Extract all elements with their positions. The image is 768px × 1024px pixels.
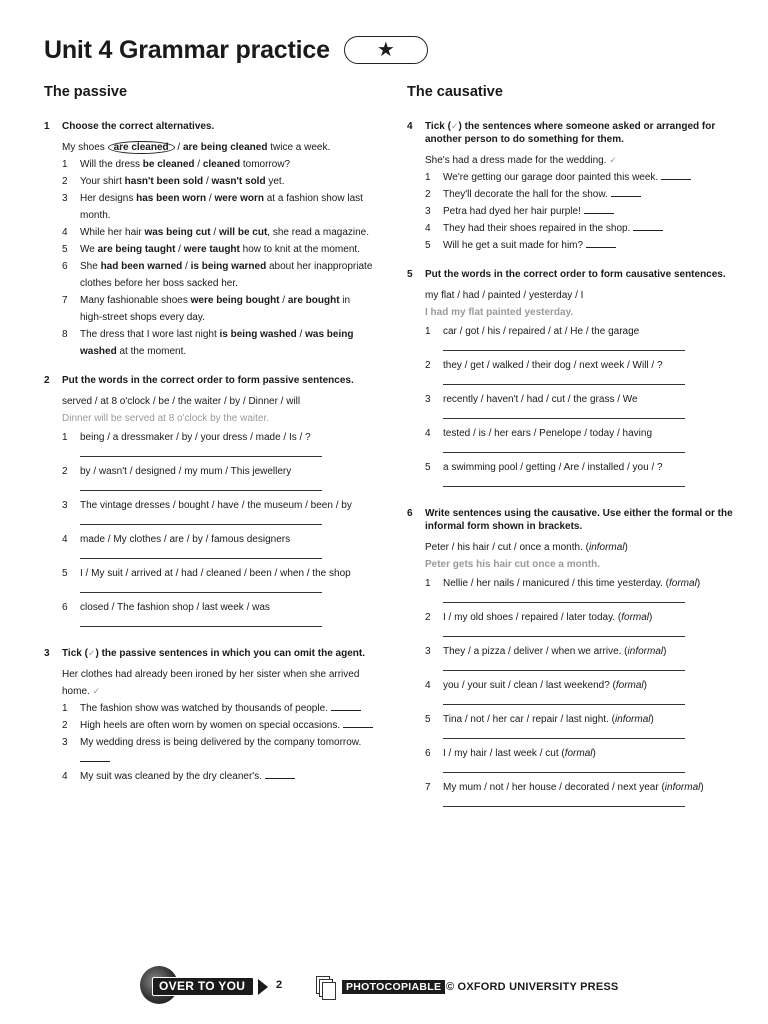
form-hint: informal xyxy=(664,782,701,793)
exercise-heading xyxy=(44,120,374,133)
answer-line[interactable] xyxy=(443,340,685,351)
item-number: 3 xyxy=(62,737,68,748)
example-text: Her clothes had already been ironed by her sister when she arrived home. xyxy=(62,669,360,697)
list-item xyxy=(44,156,374,173)
answer-line[interactable] xyxy=(443,476,685,487)
prompt-line xyxy=(443,748,596,759)
item-list xyxy=(44,156,374,360)
arrow-icon xyxy=(258,979,268,995)
example-prompt: my flat / had / painted / yesterday / I xyxy=(425,290,584,301)
item-text-part: Her designs xyxy=(80,193,137,204)
item-number: 4 xyxy=(62,534,68,545)
item-number: 6 xyxy=(62,261,68,272)
alternative: were worn xyxy=(214,193,264,204)
item-text-part: Many fashionable shoes xyxy=(80,295,191,306)
item-text xyxy=(443,677,737,711)
answer-line[interactable] xyxy=(443,626,685,637)
instruction-text: ) the passive sentences in which you can omit the agent. xyxy=(95,648,365,659)
list-item xyxy=(407,323,737,357)
item-number: 5 xyxy=(62,244,68,255)
item-text-part: tomorrow? xyxy=(240,159,291,170)
prompt-text: ) xyxy=(650,714,654,725)
answer-line[interactable] xyxy=(443,694,685,705)
section-title-passive: The passive xyxy=(44,84,128,100)
form-hint: informal xyxy=(614,714,651,725)
sentence-text: Petra had dyed her hair purple! xyxy=(443,206,581,217)
prompt-text: ) xyxy=(592,748,596,759)
example-sentence xyxy=(407,152,737,169)
prompt-text: a swimming pool / getting / Are / installed / you / ? xyxy=(443,462,663,473)
item-number: 4 xyxy=(62,771,68,782)
item-text xyxy=(80,768,374,785)
sentence-text: They'll decorate the hall for the show. xyxy=(443,189,608,200)
separator: / xyxy=(279,295,288,306)
section-title-causative: The causative xyxy=(407,84,503,100)
item-number: 2 xyxy=(425,189,431,200)
alternative: are being taught xyxy=(97,244,176,255)
answer-line[interactable] xyxy=(443,408,685,419)
example-answer: Dinner will be served at 8 o'clock by the waiter. xyxy=(62,413,270,424)
circled-answer: are cleaned xyxy=(108,141,175,154)
item-number: 1 xyxy=(62,159,68,170)
answer-blank[interactable] xyxy=(343,718,373,728)
publisher-credit: © OXFORD UNIVERSITY PRESS xyxy=(446,981,619,993)
item-number: 8 xyxy=(62,329,68,340)
answer-line[interactable] xyxy=(443,728,685,739)
alternative: is being washed xyxy=(219,329,297,340)
form-hint: informal xyxy=(627,646,664,657)
answer-line[interactable] xyxy=(80,446,322,457)
alternative: will be cut xyxy=(218,227,268,238)
list-item xyxy=(407,169,737,186)
item-text-part: at the moment. xyxy=(116,346,187,357)
exercise-3 xyxy=(44,647,374,785)
item-list xyxy=(44,700,374,785)
item-number: 3 xyxy=(425,394,431,405)
separator: / xyxy=(206,193,215,204)
item-text xyxy=(80,326,374,360)
example-text: ) xyxy=(624,542,628,553)
example-answer: I had my flat painted yesterday. xyxy=(425,307,574,318)
answer-blank[interactable] xyxy=(633,221,663,231)
answer-blank[interactable] xyxy=(331,701,361,711)
left-column xyxy=(44,84,374,799)
prompt-text: closed / The fashion shop / last week / was xyxy=(80,602,270,613)
list-item xyxy=(44,190,374,224)
list-item xyxy=(44,700,374,717)
item-list xyxy=(44,429,374,633)
separator: / xyxy=(210,227,219,238)
separator: / xyxy=(174,142,183,153)
item-number: 5 xyxy=(62,568,68,579)
list-item xyxy=(407,609,737,643)
page-title: Unit 4 Grammar practice xyxy=(44,35,330,64)
item-number: 2 xyxy=(62,176,68,187)
item-text xyxy=(443,237,737,254)
list-item xyxy=(44,241,374,258)
item-text xyxy=(80,717,374,734)
list-item xyxy=(44,326,374,360)
item-number: 5 xyxy=(425,714,431,725)
item-text xyxy=(80,258,374,292)
example-text: She's had a dress made for the wedding. xyxy=(425,155,607,166)
item-text xyxy=(80,241,374,258)
exercise-4 xyxy=(407,120,737,254)
answer-line[interactable] xyxy=(80,582,322,593)
prompt-text: recently / haven't / had / cut / the grass / We xyxy=(443,394,638,405)
item-text xyxy=(443,203,737,220)
prompt-text: made / My clothes / are / by / famous designers xyxy=(80,534,291,545)
list-item xyxy=(407,459,737,493)
list-item xyxy=(407,203,737,220)
sentence-text: The fashion show was watched by thousands of people. xyxy=(80,703,328,714)
list-item xyxy=(44,429,374,463)
alternative: had been warned xyxy=(100,261,183,272)
exercise-instruction: Choose the correct alternatives. xyxy=(62,121,215,132)
separator: / xyxy=(203,176,212,187)
answer-line[interactable] xyxy=(443,762,685,773)
series-logo: OVER TO YOU xyxy=(152,977,254,996)
page-number: 2 xyxy=(276,979,283,991)
exercise-instruction: Put the words in the correct order to form passive sentences. xyxy=(62,375,354,386)
exercise-instruction: Put the words in the correct order to form causative sentences. xyxy=(425,269,726,280)
item-text-part: , she read a magazine. xyxy=(267,227,370,238)
exercise-number: 4 xyxy=(407,121,413,132)
exercise-1 xyxy=(44,120,374,360)
item-number: 1 xyxy=(425,326,431,337)
list-item xyxy=(44,463,374,497)
prompt-line xyxy=(443,680,647,691)
star-icon: ★ xyxy=(376,39,395,61)
item-text xyxy=(443,323,737,357)
list-item xyxy=(44,224,374,241)
exercise-number: 6 xyxy=(407,508,413,519)
tick-icon: ✓ xyxy=(450,121,459,131)
alternative: was being washed xyxy=(80,329,354,357)
alternative: has been worn xyxy=(136,193,207,204)
prompt-text: ) xyxy=(643,680,648,691)
item-text xyxy=(80,700,374,717)
item-text xyxy=(80,463,374,497)
item-number: 4 xyxy=(425,223,431,234)
alternative: are bought xyxy=(287,295,340,306)
list-item xyxy=(407,575,737,609)
item-text-part: yet. xyxy=(265,176,285,187)
footer xyxy=(0,966,768,1006)
prompt-line xyxy=(443,646,666,657)
list-item xyxy=(44,292,374,326)
example-prompt xyxy=(407,539,737,556)
item-text xyxy=(443,459,737,493)
example-prompt: served / at 8 o'clock / be / the waiter / by / Dinner / will xyxy=(62,396,301,407)
item-number: 4 xyxy=(425,680,431,691)
answer-blank[interactable] xyxy=(265,769,295,779)
list-item xyxy=(407,186,737,203)
alternative: is being warned xyxy=(190,261,267,272)
tick-icon: ✓ xyxy=(609,155,617,165)
example-answer: Peter gets his hair cut once a month. xyxy=(425,559,601,570)
item-text xyxy=(443,169,737,186)
answer-line[interactable] xyxy=(443,442,685,453)
exercise-heading xyxy=(407,268,737,281)
list-item xyxy=(407,643,737,677)
answer-line[interactable] xyxy=(443,660,685,671)
item-text xyxy=(80,599,374,633)
prompt-text: car / got / his / repaired / at / He / the garage xyxy=(443,326,640,337)
item-text xyxy=(80,292,374,326)
item-number: 6 xyxy=(62,602,68,613)
prompt-text: I / My suit / arrived at / had / cleaned / been / when / the shop xyxy=(80,568,351,579)
item-number: 7 xyxy=(62,295,68,306)
alternative: cleaned xyxy=(202,159,241,170)
item-text-part: in high-street shops every day. xyxy=(80,295,351,323)
item-text xyxy=(443,711,737,745)
list-item xyxy=(44,173,374,190)
answer-line[interactable] xyxy=(443,592,685,603)
prompt-text: My mum / not / her house / decorated / next year ( xyxy=(443,782,665,793)
list-item xyxy=(44,565,374,599)
tick-icon: ✓ xyxy=(92,686,101,696)
alternative: were taught xyxy=(183,244,240,255)
prompt-text: by / wasn't / designed / my mum / This jewellery xyxy=(80,466,292,477)
item-text-part: at a fashion show last month. xyxy=(80,193,363,221)
list-item xyxy=(44,531,374,565)
form-hint: informal xyxy=(588,542,625,553)
sentence-text: Will he get a suit made for him? xyxy=(443,240,584,251)
header xyxy=(44,30,428,70)
list-item xyxy=(44,768,374,785)
example-sentence xyxy=(44,666,374,700)
instruction-text: ) the sentences where someone asked or arranged for another person to do something for them. xyxy=(425,121,716,145)
separator: / xyxy=(175,244,184,255)
item-text xyxy=(80,429,374,463)
form-hint: formal xyxy=(621,612,650,623)
prompt-text: Nellie / her nails / manicured / this time yesterday. ( xyxy=(443,578,670,589)
item-number: 3 xyxy=(425,646,431,657)
item-text xyxy=(443,391,737,425)
alternative: was being cut xyxy=(144,227,211,238)
prompt-text: ) xyxy=(700,782,704,793)
item-number: 1 xyxy=(425,578,431,589)
item-text xyxy=(80,156,374,173)
exercise-heading xyxy=(407,507,737,533)
right-column xyxy=(407,84,737,827)
item-list xyxy=(407,575,737,813)
item-text-part: The dress that I wore last night xyxy=(80,329,220,340)
item-text xyxy=(443,609,737,643)
exercise-heading xyxy=(44,374,374,387)
item-text xyxy=(80,224,374,241)
alternative: be cleaned xyxy=(142,159,195,170)
exercise-heading xyxy=(44,647,374,660)
form-hint: formal xyxy=(564,748,593,759)
example-text: twice a week. xyxy=(267,142,331,153)
exercise-number: 3 xyxy=(44,648,50,659)
photocopy-icon xyxy=(316,976,334,998)
list-item xyxy=(407,237,737,254)
exercise-number: 5 xyxy=(407,269,413,280)
instruction-text: Tick ( xyxy=(62,648,88,659)
sentence-text: We're getting our garage door painted this week. xyxy=(443,172,659,183)
list-item xyxy=(407,357,737,391)
item-text xyxy=(443,186,737,203)
item-text-part: While her hair xyxy=(80,227,145,238)
separator: / xyxy=(182,261,191,272)
prompt-line xyxy=(443,578,700,589)
example-text: Peter / his hair / cut / once a month. ( xyxy=(425,542,589,553)
prompt-text: they / get / walked / their dog / next week / Will / ? xyxy=(443,360,663,371)
prompt-line xyxy=(443,714,654,725)
item-text-part: how to knit at the moment. xyxy=(239,244,360,255)
item-text xyxy=(80,565,374,599)
item-text xyxy=(443,745,737,779)
alternative: are being cleaned xyxy=(182,142,268,153)
prompt-text: I / my old shoes / repaired / later today. ( xyxy=(443,612,622,623)
exercise-2 xyxy=(44,374,374,633)
item-text-part: Will the dress xyxy=(80,159,143,170)
prompt-text: Tina / not / her car / repair / last night. ( xyxy=(443,714,615,725)
item-number: 6 xyxy=(425,748,431,759)
answer-line[interactable] xyxy=(80,548,322,559)
item-number: 2 xyxy=(425,360,431,371)
item-text xyxy=(443,575,737,609)
answer-blank[interactable] xyxy=(611,187,641,197)
tick-icon: ✓ xyxy=(87,648,96,658)
item-number: 2 xyxy=(62,466,68,477)
alternative: hasn't been sold xyxy=(124,176,204,187)
exercise-instruction: Write sentences using the causative. Use either the formal or the informal form shown in brackets. xyxy=(425,508,733,532)
difficulty-badge xyxy=(344,36,428,64)
exercise-number: 1 xyxy=(44,121,50,132)
list-item xyxy=(44,497,374,531)
alternative: were being bought xyxy=(190,295,280,306)
example-text: My shoes xyxy=(62,142,108,153)
exercise-instruction xyxy=(425,120,737,146)
item-text-part: about her inappropriate clothes before her boss sacked her. xyxy=(80,261,373,289)
list-item xyxy=(44,734,374,768)
item-number: 2 xyxy=(62,720,68,731)
list-item xyxy=(44,599,374,633)
prompt-text: ) xyxy=(663,646,667,657)
item-list xyxy=(407,169,737,254)
item-text xyxy=(443,425,737,459)
prompt-text: I / my hair / last week / cut ( xyxy=(443,748,565,759)
item-number: 7 xyxy=(425,782,431,793)
answer-blank[interactable] xyxy=(80,752,110,762)
answer-blank[interactable] xyxy=(661,170,691,180)
exercise-instruction xyxy=(62,647,374,660)
separator: / xyxy=(194,159,203,170)
item-number: 2 xyxy=(425,612,431,623)
answer-line[interactable] xyxy=(443,796,685,807)
item-text xyxy=(80,734,374,768)
sentence-text: My wedding dress is being delivered by the company tomorrow. xyxy=(80,737,362,748)
list-item xyxy=(44,717,374,734)
item-number: 5 xyxy=(425,240,431,251)
item-text xyxy=(80,531,374,565)
form-hint: formal xyxy=(669,578,697,589)
sentence-text: My suit was cleaned by the dry cleaner's. xyxy=(80,771,262,782)
prompt-text: being / a dressmaker / by / your dress / made / Is / ? xyxy=(80,432,311,443)
item-text xyxy=(443,220,737,237)
item-text xyxy=(80,497,374,531)
answer-line[interactable] xyxy=(80,480,322,491)
item-number: 1 xyxy=(425,172,431,183)
item-number: 3 xyxy=(425,206,431,217)
item-text xyxy=(80,190,374,224)
item-number: 1 xyxy=(62,432,68,443)
prompt-text: you / your suit / clean / last weekend? ( xyxy=(443,680,616,691)
item-text xyxy=(443,643,737,677)
prompt-text: The vintage dresses / bought / have / the museum / been / by xyxy=(80,500,352,511)
item-number: 1 xyxy=(62,703,68,714)
item-number: 4 xyxy=(62,227,68,238)
example-sentence xyxy=(44,139,374,156)
prompt-line xyxy=(443,782,704,793)
answer-line[interactable] xyxy=(443,374,685,385)
list-item xyxy=(407,711,737,745)
sentence-text: High heels are often worn by women on special occasions. xyxy=(80,720,341,731)
prompt-text: ) xyxy=(649,612,653,623)
item-text-part: She xyxy=(80,261,101,272)
exercise-5 xyxy=(407,268,737,493)
prompt-line xyxy=(443,612,652,623)
sentence-text: They had their shoes repaired in the shop. xyxy=(443,223,631,234)
prompt-text: tested / is / her ears / Penelope / today / having xyxy=(443,428,653,439)
photocopiable-label: PHOTOCOPIABLE xyxy=(342,980,445,994)
item-number: 3 xyxy=(62,500,68,511)
list-item xyxy=(407,779,737,813)
list-item xyxy=(407,745,737,779)
list-item xyxy=(407,425,737,459)
alternative: wasn't sold xyxy=(211,176,266,187)
item-number: 3 xyxy=(62,193,68,204)
list-item xyxy=(407,391,737,425)
item-number: 5 xyxy=(425,462,431,473)
exercise-heading xyxy=(407,120,737,146)
answer-line[interactable] xyxy=(80,514,322,525)
item-list xyxy=(407,323,737,493)
item-text-part: We xyxy=(80,244,98,255)
list-item xyxy=(44,258,374,292)
separator: / xyxy=(296,329,306,340)
prompt-text: They / a pizza / deliver / when we arrive. ( xyxy=(443,646,628,657)
form-hint: formal xyxy=(615,680,644,691)
item-text xyxy=(443,357,737,391)
item-number: 4 xyxy=(425,428,431,439)
answer-blank[interactable] xyxy=(586,238,616,248)
exercise-6 xyxy=(407,507,737,813)
answer-line[interactable] xyxy=(80,616,322,627)
list-item xyxy=(407,677,737,711)
item-text xyxy=(443,779,737,813)
item-text xyxy=(80,173,374,190)
list-item xyxy=(407,220,737,237)
prompt-text: ) xyxy=(696,578,701,589)
exercise-number: 2 xyxy=(44,375,50,386)
instruction-text: Tick ( xyxy=(425,121,451,132)
item-text-part: Your shirt xyxy=(80,176,125,187)
answer-blank[interactable] xyxy=(584,204,614,214)
